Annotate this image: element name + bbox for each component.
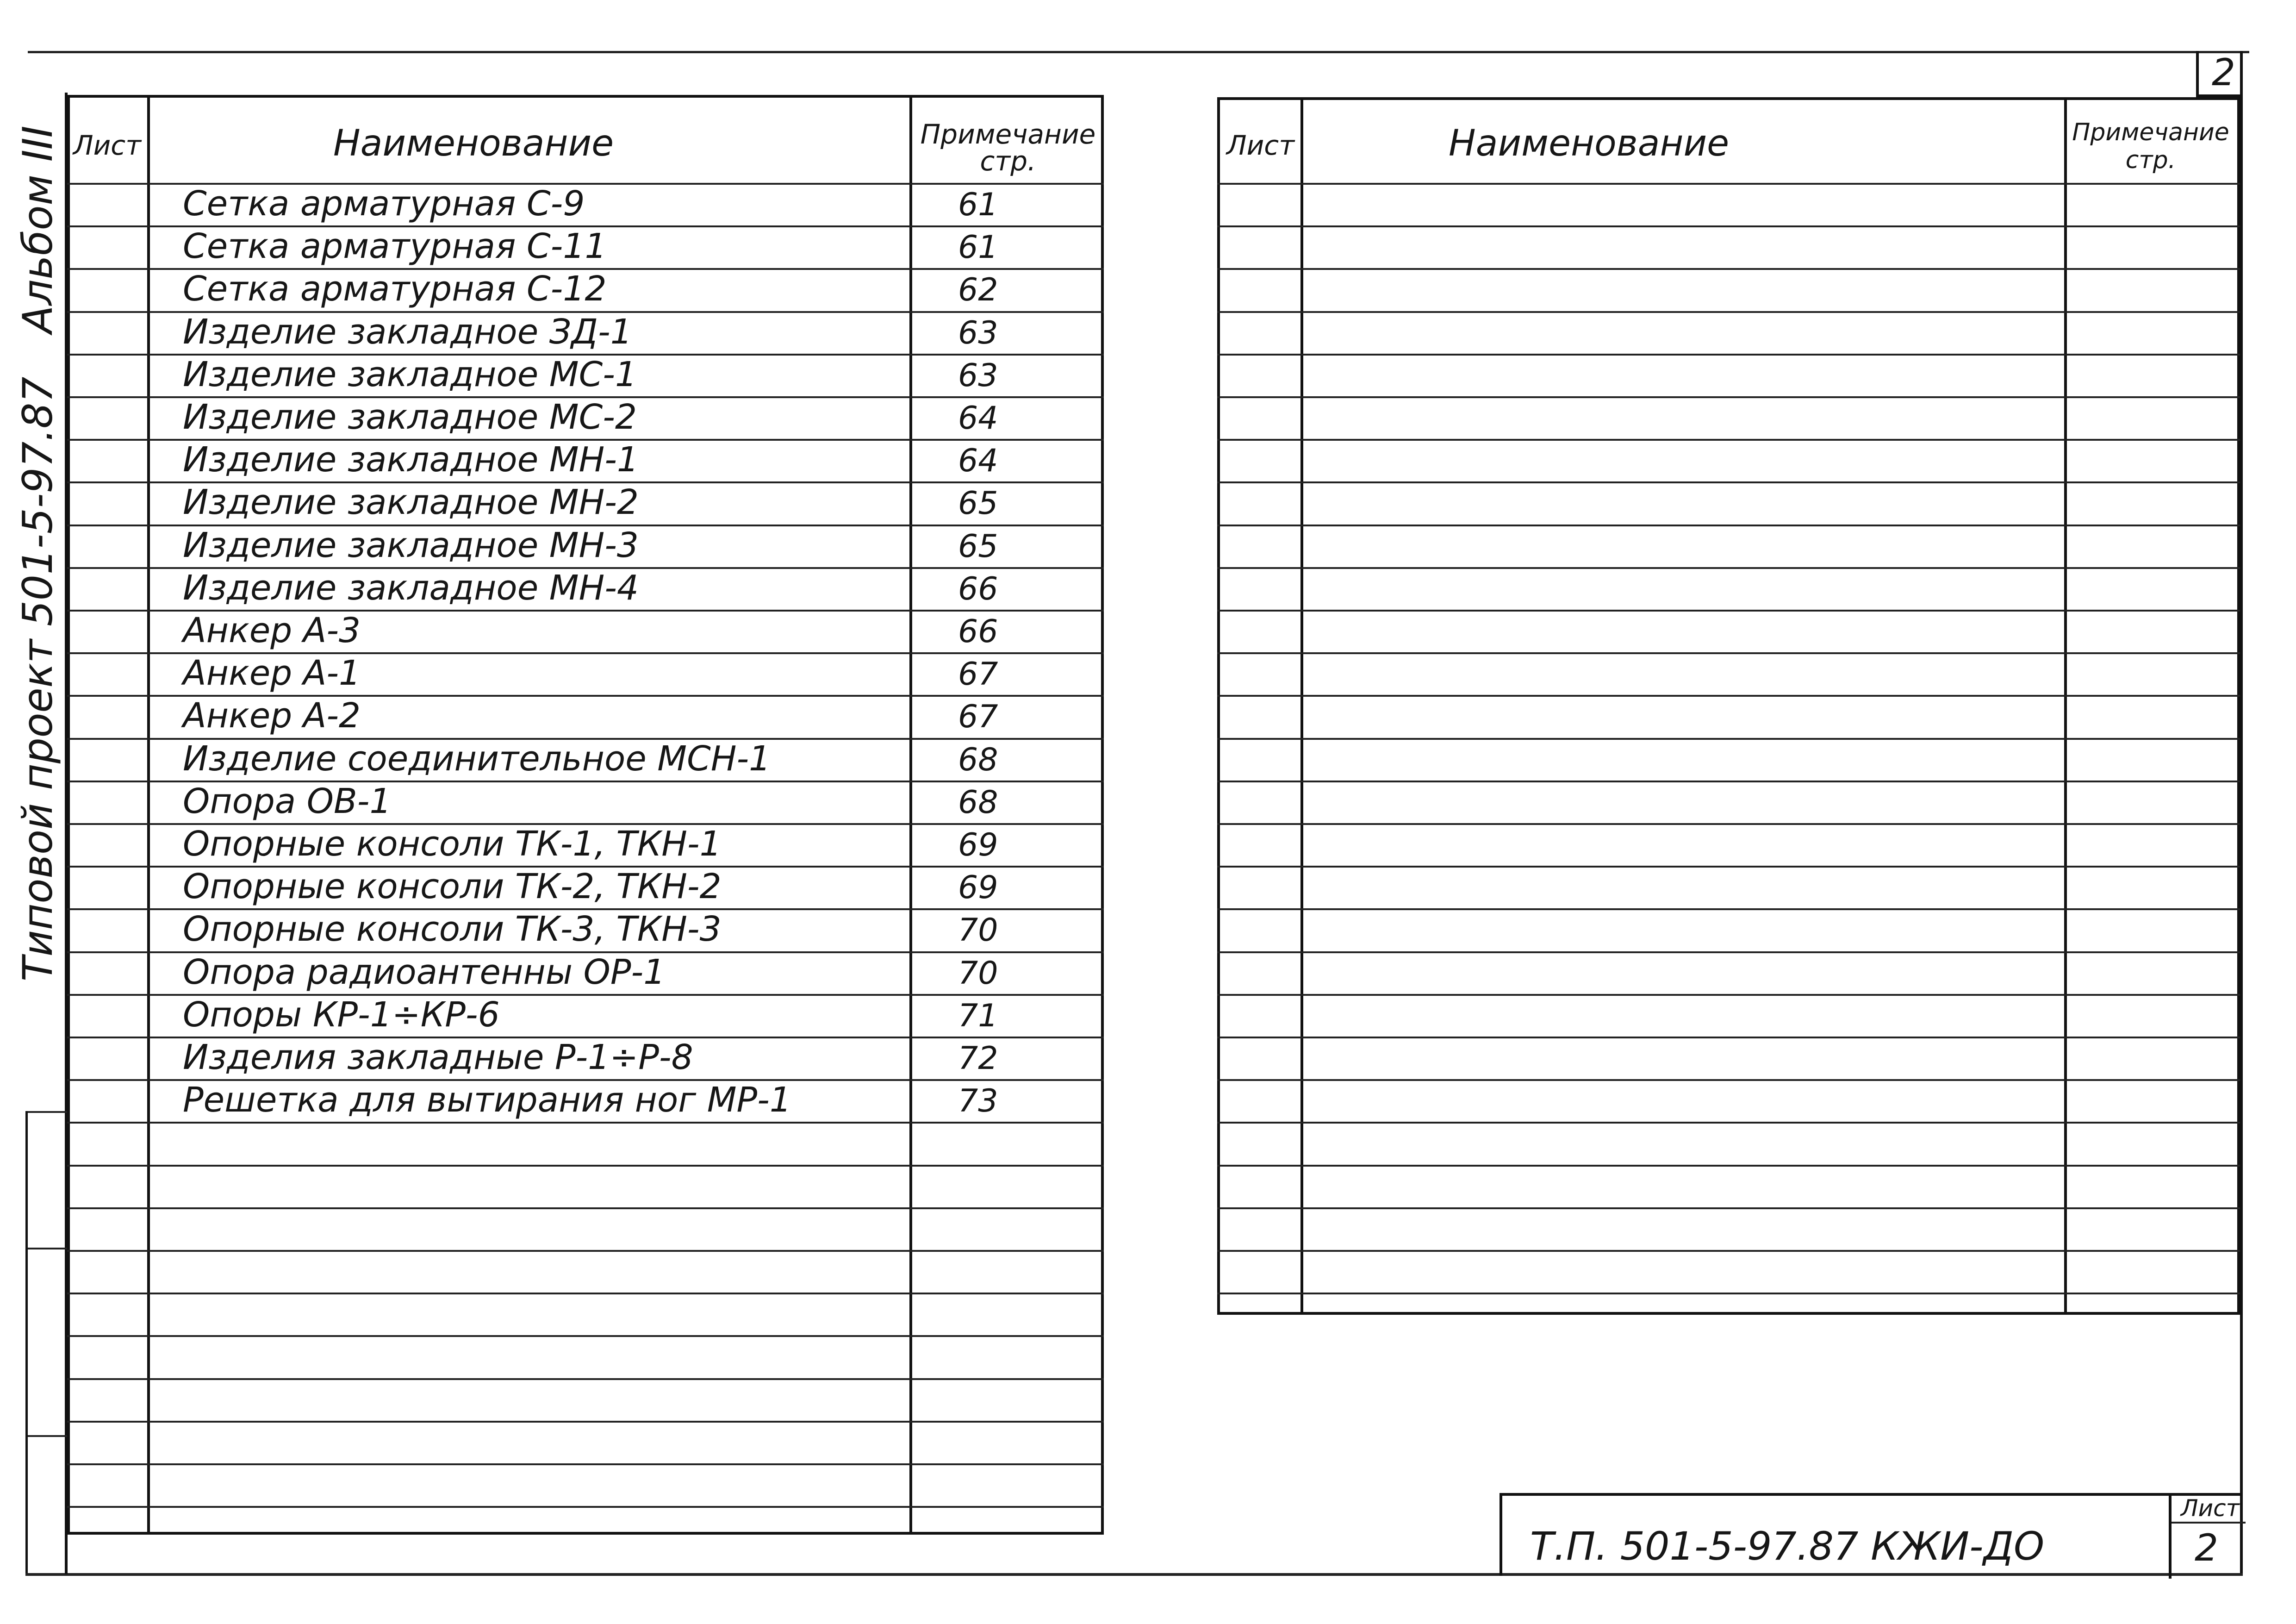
right-row-line xyxy=(1217,951,2240,953)
row-name: Изделие закладное МН-2 xyxy=(183,482,639,522)
frame-top-line xyxy=(28,51,2249,53)
right-row-line xyxy=(1217,1122,2240,1124)
row-name: Сетка арматурная С-9 xyxy=(183,184,585,224)
row-name: Опорные консоли ТК-2, ТКН-2 xyxy=(183,867,722,906)
left-row-line xyxy=(67,1293,1104,1294)
row-name: Опора ОВ-1 xyxy=(183,781,392,821)
right-row-line xyxy=(1217,1079,2240,1081)
right-col-sep-1 xyxy=(1300,97,1303,1315)
right-row-line xyxy=(1217,354,2240,356)
row-name: Анкер А-3 xyxy=(183,611,361,650)
right-row-line xyxy=(1217,738,2240,740)
row-name: Изделие соединительное МСН-1 xyxy=(183,739,771,779)
row-page: 66 xyxy=(958,571,998,607)
row-page: 69 xyxy=(958,869,998,906)
row-page: 67 xyxy=(958,699,998,735)
right-header-sheet: Лист xyxy=(1226,130,1294,161)
right-row-line xyxy=(1217,439,2240,441)
right-row-line xyxy=(1217,1165,2240,1167)
row-name: Сетка арматурная С-12 xyxy=(183,269,607,309)
frame-right-line xyxy=(2240,51,2243,1574)
row-page: 69 xyxy=(958,827,998,863)
row-page: 68 xyxy=(958,742,998,778)
row-name: Сетка арматурная С-11 xyxy=(183,226,607,266)
row-page: 65 xyxy=(958,485,998,522)
row-name: Изделие закладное МС-2 xyxy=(183,397,637,437)
left-row-line xyxy=(67,1122,1104,1124)
right-row-line xyxy=(1217,908,2240,910)
right-row-line xyxy=(1217,1207,2240,1209)
row-name: Опорные консоли ТК-3, ТКН-3 xyxy=(183,909,722,949)
row-name: Изделие закладное МН-1 xyxy=(183,440,639,480)
row-name: Изделие закладное МС-1 xyxy=(183,355,637,394)
left-row-line xyxy=(67,1421,1104,1423)
row-name: Изделия закладные Р-1÷Р-8 xyxy=(183,1037,693,1077)
left-row-line xyxy=(67,1335,1104,1337)
right-header-note: Примечание xyxy=(2072,119,2229,146)
right-contents-table xyxy=(1217,97,2240,1315)
right-col-sep-2 xyxy=(2064,97,2067,1315)
row-page: 64 xyxy=(958,400,998,437)
row-name: Анкер А-1 xyxy=(183,653,361,693)
row-page: 70 xyxy=(958,955,998,992)
right-row-line xyxy=(1217,567,2240,569)
left-row-line xyxy=(67,1165,1104,1167)
row-page: 65 xyxy=(958,528,998,565)
row-page: 66 xyxy=(958,613,998,650)
right-row-line xyxy=(1217,311,2240,313)
row-page: 61 xyxy=(958,187,998,223)
left-row-line xyxy=(67,1207,1104,1209)
left-row-line xyxy=(67,1378,1104,1380)
right-row-line xyxy=(1217,1250,2240,1252)
right-row-line xyxy=(1217,695,2240,697)
right-header-divider xyxy=(1217,183,2240,185)
row-page: 71 xyxy=(958,998,998,1034)
left-row-line xyxy=(67,1463,1104,1465)
right-row-line xyxy=(1217,994,2240,996)
left-header-name: Наименование xyxy=(333,123,614,164)
row-page: 63 xyxy=(958,357,998,394)
side-stamp-album: Альбом III xyxy=(14,125,62,333)
right-row-line xyxy=(1217,823,2240,825)
left-header-note-sub: стр. xyxy=(980,145,1036,177)
row-name: Опоры КР-1÷КР-6 xyxy=(183,995,500,1035)
title-block-sheet-label: Лист xyxy=(2181,1495,2240,1522)
right-row-line xyxy=(1217,1037,2240,1038)
row-name: Опора радиоантенны ОР-1 xyxy=(183,952,666,992)
right-row-line xyxy=(1217,525,2240,526)
right-row-line xyxy=(1217,481,2240,483)
right-row-line xyxy=(1217,866,2240,868)
left-row-line xyxy=(67,1250,1104,1252)
title-block-designation: Т.П. 501-5-97.87 КЖИ-ДО xyxy=(1530,1524,2045,1569)
row-page: 62 xyxy=(958,272,998,308)
row-page: 72 xyxy=(958,1040,998,1077)
row-name: Решетка для вытирания ног МР-1 xyxy=(183,1080,791,1120)
row-page: 67 xyxy=(958,656,998,693)
sheet-number-top: 2 xyxy=(2212,51,2235,94)
right-row-line xyxy=(1217,610,2240,612)
right-row-line xyxy=(1217,652,2240,654)
right-row-line xyxy=(1217,781,2240,782)
left-row-line xyxy=(67,1506,1104,1508)
side-stamp-project: Типовой проект 501-5-97.87 xyxy=(14,376,62,981)
row-name: Анкер А-2 xyxy=(183,696,361,736)
title-block-sheet-value: 2 xyxy=(2195,1526,2218,1569)
row-name: Опорные консоли ТК-1, ТКН-1 xyxy=(183,824,722,864)
left-header-sheet: Лист xyxy=(73,130,141,161)
right-row-line xyxy=(1217,225,2240,227)
row-page: 61 xyxy=(958,229,998,266)
title-block xyxy=(1500,1493,2243,1576)
sheet-number-box xyxy=(2196,51,2243,97)
row-page: 63 xyxy=(958,315,998,351)
right-header-name: Наименование xyxy=(1449,123,1730,164)
title-block-sheet-cell xyxy=(2169,1493,2246,1579)
row-name: Изделие закладное МН-4 xyxy=(183,568,639,608)
row-page: 70 xyxy=(958,912,998,949)
row-page: 68 xyxy=(958,784,998,821)
row-page: 64 xyxy=(958,443,998,479)
row-name: Изделие закладное МН-3 xyxy=(183,525,639,565)
row-name: Изделие закладное ЗД-1 xyxy=(183,312,632,352)
right-header-note-sub: стр. xyxy=(2125,146,2176,174)
row-page: 73 xyxy=(958,1083,998,1119)
right-row-line xyxy=(1217,268,2240,270)
right-row-line xyxy=(1217,1293,2240,1294)
left-header-note: Примечание xyxy=(920,119,1096,150)
right-row-line xyxy=(1217,396,2240,398)
side-stamp-boxes xyxy=(25,1111,68,1573)
